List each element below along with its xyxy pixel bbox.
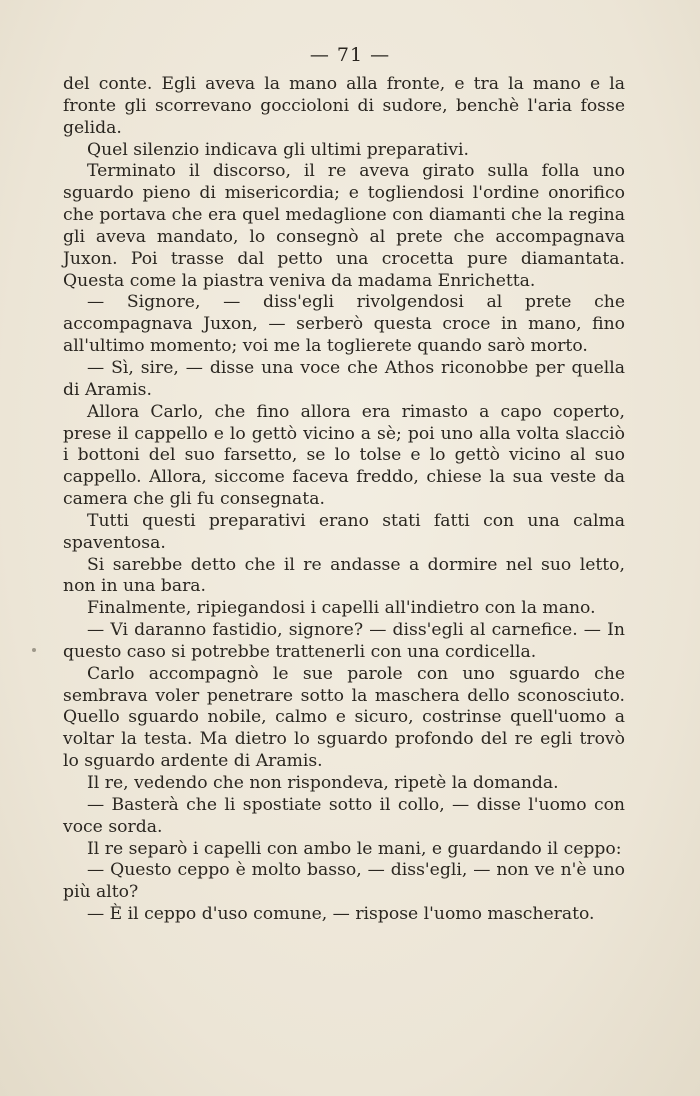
paragraph: Si sarebbe detto che il re andasse a dormire nel suo letto, non in una bara. <box>63 554 625 597</box>
paragraph: Il re, vedendo che non rispondeva, ripetè la domanda. <box>87 773 559 793</box>
paragraph: del conte. Egli aveva la mano alla fronte, e tra la mano e la fronte gli scorrevano goccioloni di sudore, benchè l'aria fosse gelida. <box>63 74 625 138</box>
paragraph: Quel silenzio indicava gli ultimi preparativi. <box>87 139 469 160</box>
paragraph: — Sì, sire, — disse una voce che Athos riconobbe per quella di Aramis. <box>63 357 625 400</box>
page-number: — 71 — <box>309 44 391 66</box>
paragraph: — È il ceppo d'uso comune, — rispose l'uomo mascherato. <box>87 904 595 925</box>
paragraph: Finalmente, ripiegandosi i capelli all'indietro con la mano. <box>87 598 596 619</box>
paragraph: — Basterà che li spostiate sotto il collo, — disse l'uomo con voce sorda. <box>63 794 625 837</box>
paragraph: Terminato il discorso, il re aveva girato sulla folla uno sguardo pieno di misericordia; e togliendosi l'ordine onorifico che portava che era quel medaglione con diamanti che la regina gli aveva mandato, lo consegnò al prete che accompagnava Juxon. Poi trasse dal petto una crocetta pure diamantata. Questa come la piastra veniva da madama Enrichetta. <box>63 161 625 291</box>
paragraph: Carlo accompagnò le sue parole con uno sguardo che sembrava voler penetrare sotto la maschera dello sconosciuto. Quello sguardo nobile, calmo e sicuro, costrinse quell'uomo a voltar la testa. Ma dietro lo sguardo profondo del re egli trovò lo sguardo ardente di Aramis. <box>63 663 625 772</box>
paragraph: — Questo ceppo è molto basso, — diss'egli, — non ve n'è uno più alto? <box>63 860 625 903</box>
paragraph: Tutti questi preparativi erano stati fatti con una calma spaventosa. <box>63 510 625 553</box>
body-text <box>63 74 625 926</box>
paragraph: Il re separò i capelli con ambo le mani, e guardando il ceppo: <box>87 838 622 859</box>
paragraph: — Signore, — diss'egli rivolgendosi al prete che accompagnava Juxon, — serberò questa croce in mano, fino all'ultimo momento; voi me la toglierete quando sarò morto. <box>63 292 625 357</box>
paragraph: Allora Carlo, che fino allora era rimasto a capo coperto, prese il cappello e lo gettò vicino a sè; poi uno alla volta slacciò i bottoni del suo farsetto, se lo tolse e lo gettò vicino al suo cappello. Allora, siccome faceva freddo, chiese la sua veste da camera che gli fu consegnata. <box>63 401 625 510</box>
ink-speck <box>32 648 36 652</box>
paragraph: — Vi daranno fastidio, signore? — diss'egli al carnefice. — In questo caso si potrebbe trattenerli con una cordicella. <box>63 620 625 662</box>
